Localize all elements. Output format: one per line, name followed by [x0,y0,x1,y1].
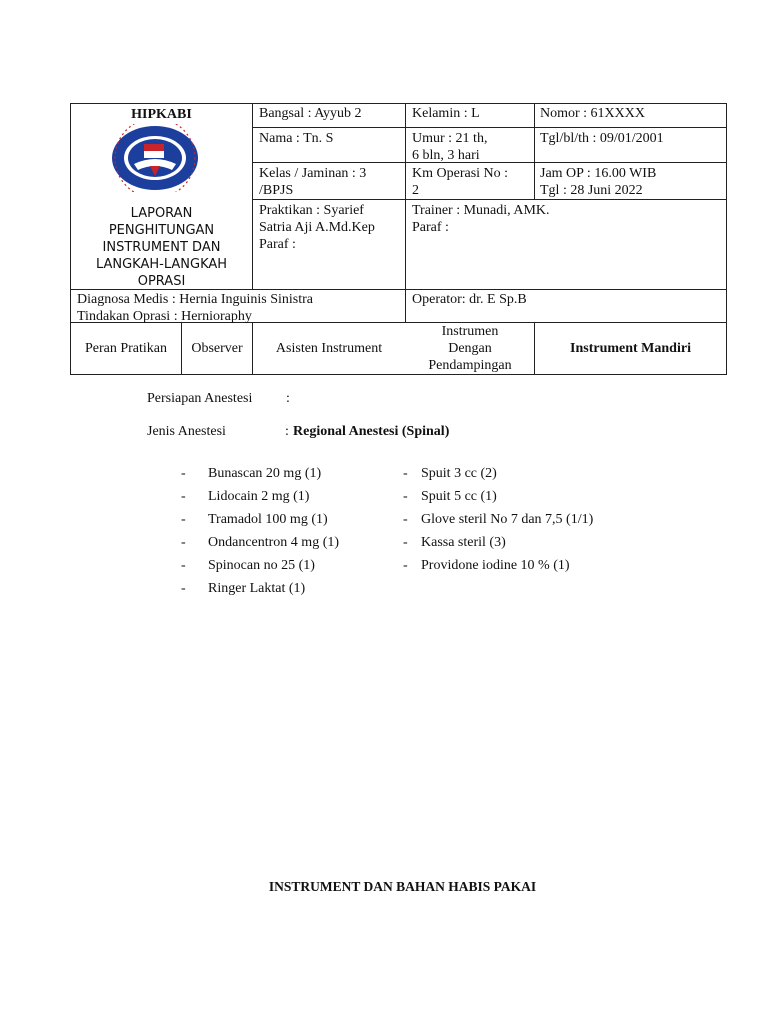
umur-line: Umur : 21 th, [412,131,488,146]
table-rule [405,103,406,323]
pendampingan-line: Pendampingan [428,358,512,373]
list-item: Providone iodine 10 % (1) [421,558,570,573]
list-bullet: - [403,489,408,504]
table-rule [252,162,727,163]
table-border-right [726,103,727,375]
table-rule [252,127,727,128]
kelas-line: Kelas / Jaminan : 3 [259,166,367,181]
km-line: Km Operasi No : [412,166,509,181]
list-bullet: - [181,466,186,481]
persiapan-separator: : [286,391,290,406]
jenis-separator: : [285,424,289,439]
list-bullet: - [403,535,408,550]
praktikan-line: Praktikan : Syarief [259,203,364,218]
list-item: Ringer Laktat (1) [208,581,306,596]
pendampingan-line: Dengan [448,341,492,356]
diagnosa-field [77,291,313,325]
diagnosa-line: Diagnosa Medis : Hernia Inguinis Sinistra [77,292,314,307]
tindakan-line: Tindakan Oprasi : Hernioraphy [77,309,252,324]
persiapan-label: Persiapan Anestesi [147,391,253,406]
hipkabi-logo [110,124,200,192]
praktikan-field [259,202,375,253]
nama-field: Nama : Tn. S [259,131,334,146]
report-title-line: LANGKAH-LANGKAH [95,257,228,272]
list-bullet: - [403,466,408,481]
report-title [71,205,252,290]
asisten-label: Asisten Instrument [275,341,383,356]
table-rule [534,103,535,200]
report-title-line: PENGHITUNGAN [108,223,215,238]
list-item: Spuit 3 cc (2) [421,466,497,481]
praktikan-paraf: Paraf : [259,237,296,252]
peran-label: Peran Pratikan [84,341,168,356]
trainer-line: Trainer : Munadi, AMK. [412,203,550,218]
list-item: Kassa steril (3) [421,535,506,550]
list-bullet: - [403,512,408,527]
list-item: Glove steril No 7 dan 7,5 (1/1) [421,512,594,527]
tgl-lahir-field: Tgl/bl/th : 09/01/2001 [540,131,664,146]
jenis-value: Regional Anestesi (Spinal) [293,424,450,439]
nomor-field: Nomor : 61XXXX [540,106,645,121]
list-bullet: - [181,512,186,527]
list-item: Ondancentron 4 mg (1) [208,535,340,550]
list-item: Lidocain 2 mg (1) [208,489,310,504]
km-operasi-field [412,165,508,199]
section-title: INSTRUMENT DAN BAHAN HABIS PAKAI [268,879,537,894]
tgl-op-line: Tgl : 28 Juni 2022 [540,183,643,198]
table-border-top [70,103,727,104]
list-item: Bunascan 20 mg (1) [208,466,322,481]
bangsal-field: Bangsal : Ayyub 2 [259,106,362,121]
list-bullet: - [181,535,186,550]
pendampingan-label [406,323,534,374]
jam-op-line: Jam OP : 16.00 WIB [540,166,657,181]
mandiri-label: Instrument Mandiri [570,341,691,356]
org-name: HIPKABI [131,107,192,122]
list-bullet: - [181,558,186,573]
observer-label: Observer [191,341,243,356]
umur-line: 6 bln, 3 hari [412,148,480,163]
list-bullet: - [181,581,186,596]
list-bullet: - [403,558,408,573]
operator-field: Operator: dr. E Sp.B [412,292,527,307]
umur-field [412,130,487,164]
praktikan-line: Satria Aji A.Md.Kep [259,220,375,235]
jam-op-field [540,165,656,199]
kelas-field [259,165,366,199]
list-bullet: - [181,489,186,504]
logo-flag-white [144,151,164,158]
list-item: Spuit 5 cc (1) [421,489,497,504]
report-title-line: OPRASI [137,274,186,289]
km-line: 2 [412,183,419,198]
list-item: Tramadol 100 mg (1) [208,512,328,527]
jenis-label: Jenis Anestesi [147,424,226,439]
trainer-paraf: Paraf : [412,220,449,235]
report-title-line: LAPORAN [130,206,193,221]
table-border-bottom [70,374,727,375]
report-title-line: INSTRUMENT DAN [102,240,221,255]
table-rule [252,199,727,200]
table-rule [252,103,253,290]
list-item: Spinocan no 25 (1) [208,558,315,573]
pendampingan-line: Instrumen [441,324,499,339]
kelamin-field: Kelamin : L [412,106,480,121]
trainer-field [412,202,550,236]
kelas-line: /BPJS [259,183,294,198]
logo-flag-red [144,144,164,151]
